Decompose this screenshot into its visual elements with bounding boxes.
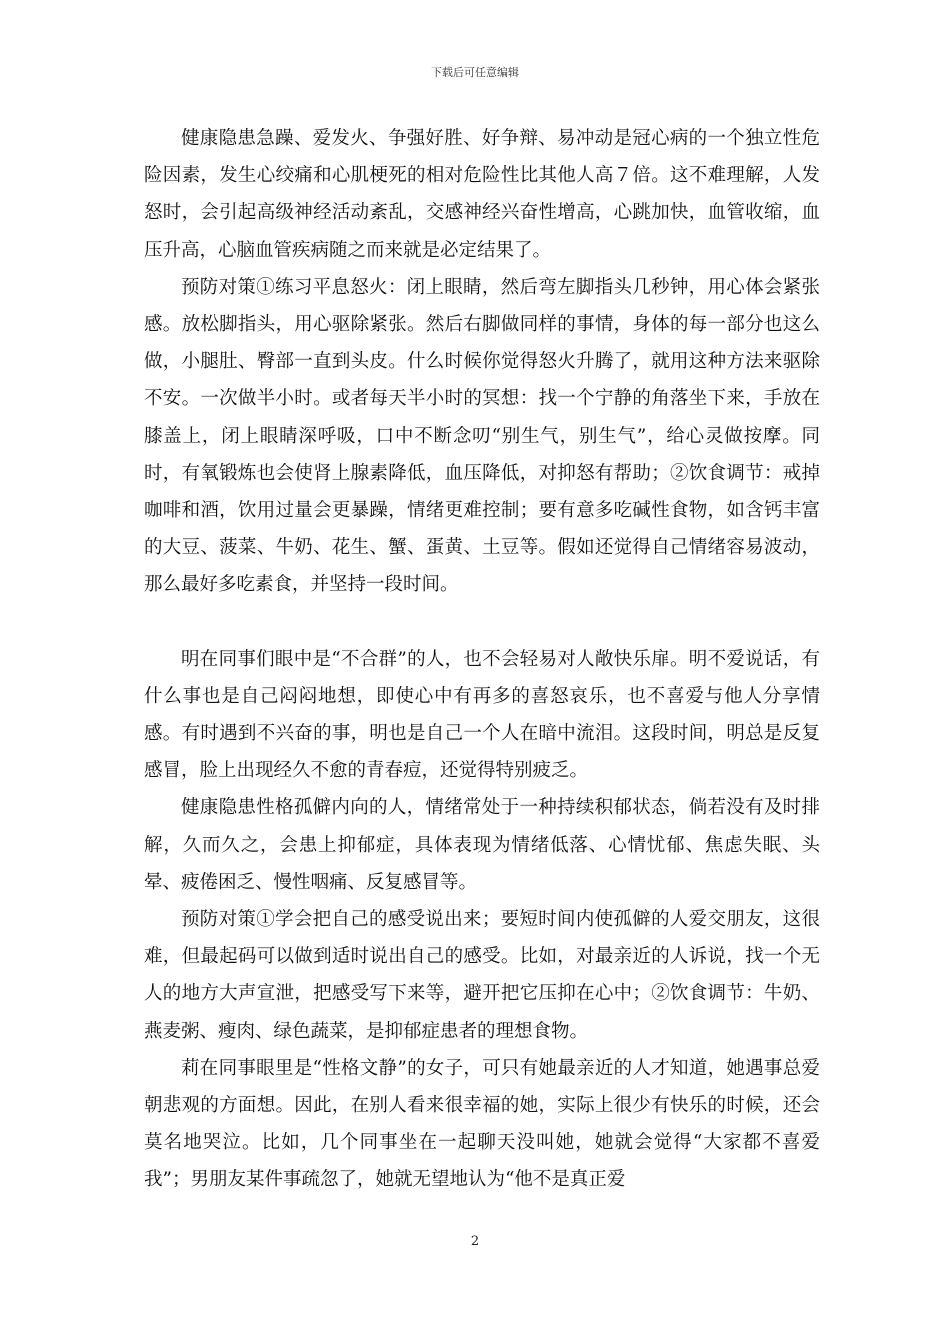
paragraph-health-risk-irritability: 健康隐患急躁、爱发火、争强好胜、好争辩、易冲动是冠心病的一个独立性危险因素，发生心绞痛和心肌梗死的相对危险性比其他人高７倍。这不难理解，人发怒时，会引起高级神经活动紊乱，交感神经兴奋性增高，心跳加快，血管收缩，血压升高，心脑血管疾病随之而来就是必定结果了。 [144,128,820,261]
page-header: 下载后可任意编辑 [431,66,519,79]
paragraph-case-li: 莉在同事眼里是“性格文静”的女子，可只有她最亲近的人才知道，她遇事总爱朝悲观的方面想。因此，在别人看来很幸福的她，实际上很少有快乐的时候，还会莫名地哭泣。比如，几个同事坐在一起聊天没叫她，她就会觉得“大家都不喜爱我”；男朋友某件事疏忽了，她就无望地认为“他不是真正爱 [144,1057,820,1191]
paragraph-health-risk-introvert: 健康隐患性格孤僻内向的人，情绪常处于一种持续积郁状态，倘若没有及时排解，久而久之，会患上抑郁症，具体表现为情绪低落、心情忧郁、焦虑失眠、头晕、疲倦困乏、慢性咽痛、反复感冒等。 [144,797,820,893]
paragraph-prevention-expression: 预防对策①学会把自己的感受说出来；要短时间内使孤僻的人爱交朋友，这很难，但最起码可以做到适时说出自己的感受。比如，对最亲近的人诉说，找一个无人的地方大声宣泄，把感受写下来等，避开把它压抑在心中；②饮食调节：牛奶、燕麦粥、瘦肉、绿色蔬菜，是抑郁症患者的理想食物。 [144,909,820,1042]
paragraph-prevention-anger: 预防对策①练习平息怒火：闭上眼睛，然后弯左脚指头几秒钟，用心体会紧张感。放松脚指头，用心驱除紧张。然后右脚做同样的事情，身体的每一部分也这么做，小腿肚、臀部一直到头皮。什么时候你觉得怒火升腾了，就用这种方法来驱除不安。一次做半小时。或者每天半小时的冥想：找一个宁静的角落坐下来，手放在膝盖上，闭上眼睛深呼吸，口中不断念叨“别生气，别生气”，给心灵做按摩。同时，有氧锻炼也会使肾上腺素降低，血压降低，对抑怒有帮助；②饮食调节：戒掉咖啡和酒，饮用过量会更暴躁，情绪更难控制；要有意多吃碱性食物，如含钙丰富的大豆、菠菜、牛奶、花生、蟹、蛋黄、土豆等。假如还觉得自己情绪容易波动，那么最好多吃素食，并坚持一段时间。 [144,276,820,596]
paragraph-case-ming: 明在同事们眼中是“不合群”的人，也不会轻易对人敞快乐扉。明不爱说话，有什么事也是自己闷闷地想，即使心中有再多的喜怒哀乐，也不喜爱与他人分享情感。有时遇到不兴奋的事，明也是自己一个人在暗中流泪。这段时间，明总是反复感冒，脸上出现经久不愈的青春痘，还觉得特别疲乏。 [144,648,820,782]
page-number: 2 [470,1234,480,1249]
document-body [144,120,820,1199]
paragraph-spacer [144,604,820,641]
